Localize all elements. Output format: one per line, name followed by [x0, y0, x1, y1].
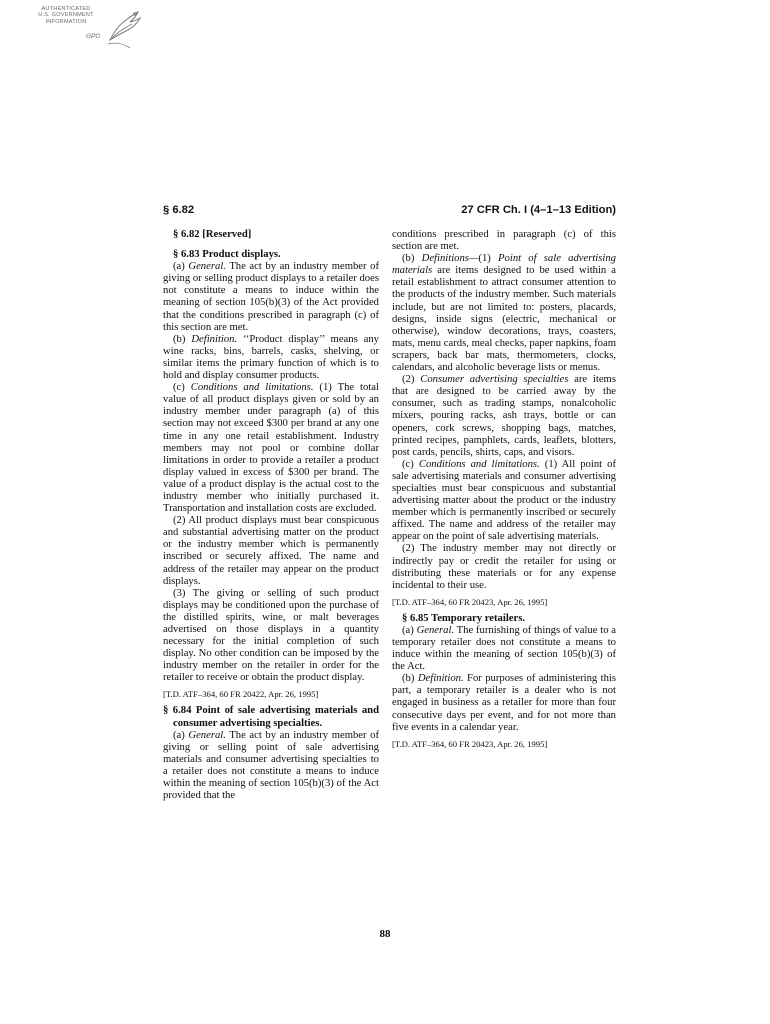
seal-text [26, 6, 106, 25]
paragraph-number: (1) [478, 253, 491, 265]
citation-6-83: [T.D. ATF–364, 60 FR 20422, Apr. 26, 1995] [163, 689, 319, 700]
paragraph-label: (c) [173, 382, 185, 394]
paragraph-6-84-b-2 [392, 374, 616, 459]
paragraph-label: (b) [173, 333, 186, 345]
paragraph-6-83-a [163, 261, 379, 334]
paragraph-term: Conditions and limitations. [418, 458, 540, 470]
paragraph-label: (b) [402, 253, 415, 265]
paragraph-term: Definition. [191, 333, 238, 345]
paragraph-term: Point of sale advertising materials [392, 253, 617, 277]
section-heading-6-83: § 6.83 Product displays. [173, 249, 281, 261]
paragraph-term: Definitions— [421, 253, 479, 265]
paragraph-text: For purposes of administering this part, a temporary retailer is a dealer who is not engaged in business as a retailer for more than four consecutive days per event, and for not more than five events in a calendar year. [392, 673, 616, 733]
paragraph-6-83-b [163, 334, 379, 382]
paragraph-term: Conditions and limitations. [190, 382, 314, 394]
paragraph-6-84-b-1 [392, 253, 616, 374]
paragraph-label: (c) [402, 458, 414, 470]
page-number: 88 [379, 928, 391, 940]
paragraph-term: General. [188, 729, 226, 741]
running-header [163, 204, 616, 220]
paragraph-label: (a) [173, 729, 185, 741]
paragraph-number: (2) [402, 374, 415, 386]
seal-line: INFORMATION [45, 18, 87, 25]
paragraph-6-84-c-1 [392, 459, 616, 544]
paragraph-term: General. [188, 261, 226, 273]
header-title-edition: 27 CFR Ch. I (4–1–13 Edition) [461, 204, 616, 216]
eagle-seal-icon [104, 6, 144, 50]
citation-6-84: [T.D. ATF–364, 60 FR 20423, Apr. 26, 1995] [392, 596, 548, 607]
paragraph-label: (a) [173, 261, 185, 273]
section-heading-6-82: § 6.82 [Reserved] [173, 229, 252, 240]
paragraph-term: Definition. [417, 673, 464, 685]
paragraph-6-85-b [392, 673, 616, 733]
seal-line: AUTHENTICATED [41, 6, 91, 12]
paragraph-term: General. [416, 624, 455, 636]
paragraph-text: are items that are designed to be carried away by the consumer, such as trading stamps, nonalcoholic mixers, pouring racks, ash trays, bottle or can openers, cork screws, shopping bags, matches, printed recipes, pamphlets, cards, leaflets, blotters, post cards, pencils, shirts, caps, and visors. [392, 374, 616, 458]
seal-line: U.S. GOVERNMENT [38, 12, 94, 19]
paragraph-6-83-c-1 [163, 382, 379, 515]
paragraph-6-84-a-continued: conditions prescribed in paragraph (c) of this section are met. [392, 229, 616, 253]
paragraph-term: Consumer advertising specialties [420, 374, 569, 386]
paragraph-text: ‘‘Product display’’ means any wine racks, bins, barrels, casks, shelving, or similar items the primary function of which is to hold and display consumer products. [163, 333, 379, 382]
paragraph-6-85-a [392, 625, 616, 673]
paragraph-label: (a) [402, 624, 414, 636]
right-column [392, 229, 616, 755]
gpo-authentication-seal [26, 6, 146, 50]
paragraph-6-84-a [163, 730, 379, 803]
paragraph-text: The act by an industry member of giving or selling point of sale advertising materials and consumer advertising specialties to a retailer does not constitute a means to induce within the meaning of section 105(b)(3) of the Act provided that the [163, 729, 379, 802]
paragraph-text: The furnishing of things of value to a temporary retailer does not constitute a means to induce within the meaning of section 105(b)(3) of the Act. [392, 624, 616, 673]
paragraph-6-83-c-3: (3) The giving or selling of such product displays may be conditioned upon the purchase of the distilled spirits, wine, or malt beverages advertised on those displays in a quantity necessary for the initial completion of such display. No other condition can be imposed by the industry member on the retailer in order for the retailer to receive or obtain the product display. [163, 587, 379, 684]
section-heading-6-85: § 6.85 Temporary retailers. [402, 612, 526, 624]
left-column [163, 229, 379, 802]
header-section-number: § 6.82 [163, 204, 195, 216]
paragraph-text: (1) All point of sale advertising materials and consumer advertising specialties must bear conspicuous and substantial advertising matter about the product or the industry member which is permanently inscribed or securely affixed. The name and address of the retailer may appear on the point of sale advertising materials. [392, 458, 616, 543]
paragraph-text: (1) The total value of all product displays given or sold by an industry member under paragraph (a) of this section may not exceed $300 per brand at any one time in any one retail establishment. Industry members may not pool or combine dollar limitations in order to provide a retailer a product display valued in excess of $300 per brand. The value of a product display is the actual cost to the industry member who initially purchased it. Transportation and installation costs are excluded. [163, 382, 379, 515]
paragraph-6-84-c-2: (2) The industry member may not directly or indirectly pay or credit the retailer for using or distributing these materials or for any expense incidental to their use. [392, 543, 616, 591]
citation-6-85: [T.D. ATF–364, 60 FR 20423, Apr. 26, 1995] [392, 738, 548, 749]
paragraph-text: The act by an industry member of giving or selling product displays to a retailer does not constitute a means to induce within the meaning of section 105(b)(3) of the Act provided that the conditions prescribed in paragraph (c) of this section are met. [163, 261, 379, 333]
paragraph-text: are items designed to be used within a retail establishment to attract consumer attention to the products of the industry member. Such materials include, but are not limited to: posters, placards, designs, inside signs (electric, mechanical or otherwise), window decorations, trays, coasters, mats, menu cards, meal checks, paper napkins, foam scrapers, back bar mats, thermometers, clocks, calendars, and alcoholic beverage lists or menus. [392, 265, 616, 374]
paragraph-6-83-c-2: (2) All product displays must bear conspicuous and substantial advertising matter on the product or the industry member which is permanently inscribed or securely affixed. The name and address of the retailer may appear on the product displays. [163, 515, 379, 587]
seal-gpo-mark: GPO [86, 33, 101, 40]
paragraph-label: (b) [402, 673, 415, 685]
section-heading-6-84: § 6.84 Point of sale advertising materials and consumer advertising specialties. [163, 705, 379, 729]
